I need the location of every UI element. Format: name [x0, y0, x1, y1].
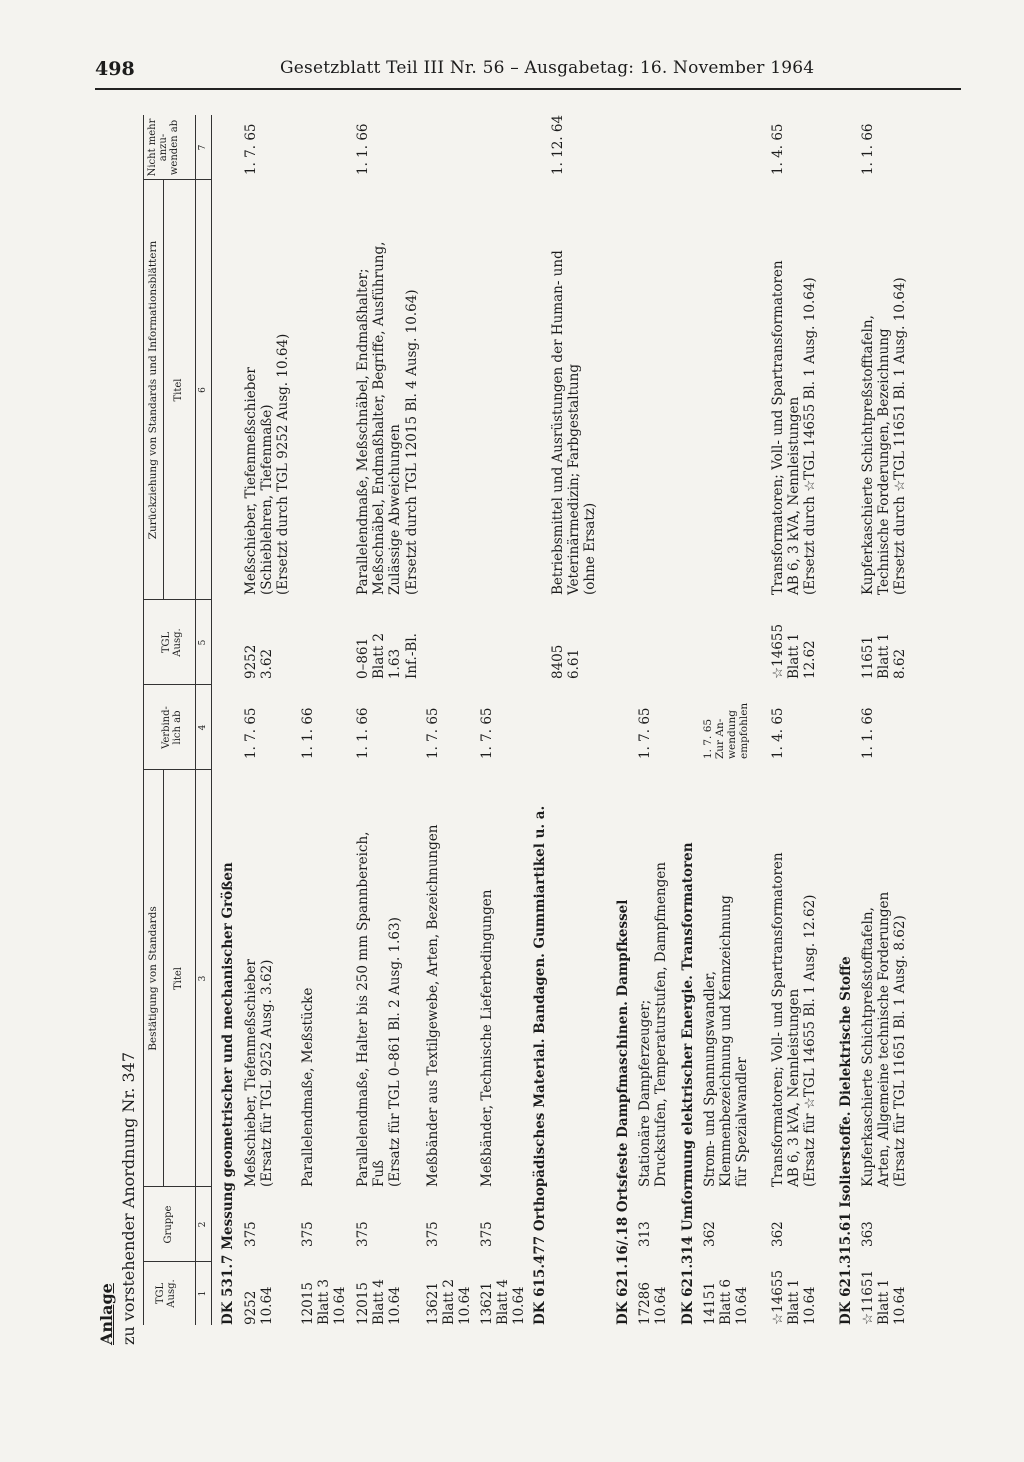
table-cell-tgl: 13621 Blatt 2 10.64: [425, 1278, 474, 1325]
table-cell-titel: Parallelendmaße, Halter bis 250 mm Spannbereich, Fuß (Ersatz für TGL 0–861 Bl. 2 Ausg. 1.63): [355, 831, 404, 1187]
table-cell-nicht-mehr: 1. 12. 64: [550, 114, 566, 175]
table-cell-titel: Strom- und Spannungswandler, Klemmenbezeichnung und Kennzeichnung für Spezialwandler: [702, 895, 751, 1187]
table-cell-gruppe: 375: [479, 1221, 495, 1247]
column-number: 4: [198, 724, 208, 731]
table-cell-verbindlich: 1. 7. 65: [637, 707, 653, 759]
table-cell-verbindlich: 1. 1. 66: [355, 707, 371, 759]
table-cell-tgl: 17286 10.64: [637, 1282, 670, 1325]
table-cell-gruppe: 375: [355, 1221, 371, 1247]
section-heading: DK 621.315.61 Isolierstoffe. Dielektrische Stoffe: [838, 956, 854, 1325]
column-number: 1: [198, 1290, 208, 1297]
table-cell-nicht-mehr: 1. 1. 66: [355, 123, 371, 175]
page-title: Gesetzblatt Teil III Nr. 56 – Ausgabetag: 16. November 1964: [280, 58, 815, 78]
table-cell-tgl: 12015 Blatt 4 10.64: [355, 1278, 404, 1325]
table-cell-tgl: ☆11651 Blatt 1 10.64: [860, 1269, 909, 1325]
table-cell-verbindlich: 1. 7. 65: [425, 707, 441, 759]
column-heading-nicht-mehr: Nicht mehr anzu- wenden ab: [147, 118, 180, 177]
table-top-rule: [143, 115, 144, 1325]
column-heading-titel: Titel: [173, 967, 184, 991]
table-cell-gruppe: 375: [425, 1221, 441, 1247]
column-number-rule: [195, 115, 196, 1325]
table-cell-gruppe: 375: [300, 1221, 316, 1247]
table-cell-titel-old: Meßschieber, Tiefenmeßschieber (Schieblehren, Tiefenmaße) (Ersetzt durch TGL 9252 Ausg. 10.64): [243, 333, 292, 595]
table-cell-tgl-old: 0–861 Blatt 2 1.63 Inf.-Bl.: [355, 632, 420, 679]
table-cell-tgl: 14151 Blatt 6 10.64: [702, 1278, 751, 1325]
column-heading-gruppe: Gruppe: [163, 1205, 174, 1244]
table-cell-titel: Meßbänder, Technische Lieferbedingungen: [479, 889, 495, 1187]
group-rule-left: [163, 770, 164, 1187]
table-cell-verbindlich: 1. 7. 65 Zur An- wendung empfohlen: [702, 702, 751, 759]
table-cell-tgl: 12015 Blatt 3 10.64: [300, 1278, 349, 1325]
table-cell-nicht-mehr: 1. 1. 66: [860, 123, 876, 175]
page-number: 498: [95, 58, 135, 80]
table-cell-verbindlich: 1. 1. 66: [300, 707, 316, 759]
column-number: 2: [198, 1221, 208, 1228]
column-number: 3: [198, 975, 208, 982]
table-cell-titel-old: Transformatoren; Voll- und Spartransformatoren AB 6, 3 kVA, Nennleistungen (Ersetzt durch ☆TGL 14655 Bl. 1 Ausg. 10.64): [770, 260, 819, 595]
rotated-annex-table: [95, 115, 955, 1355]
table-cell-titel-old: Parallelendmaße, Meßschnäbel, Endmaßhalter; Meßschnäbel, Endmaßhalter, Begriffe, Ausführung, Zulässige Abweichungen (Ersetzt durch TGL 12015 Bl. 4 Ausg. 10.64): [355, 241, 420, 595]
group-heading-left: Bestätigung von Standards: [147, 906, 159, 1051]
column-heading-tgl: TGL Ausg.: [155, 1279, 177, 1308]
table-cell-titel-old: Betriebsmittel und Ausrüstungen der Human- und Veterinärmedizin; Farbgestaltung (ohne Ersatz): [550, 250, 599, 595]
table-cell-gruppe: 375: [243, 1221, 259, 1247]
table-cell-titel: Meßbänder aus Textilgewebe, Arten, Bezeichnungen: [425, 824, 441, 1187]
table-cell-tgl-old: 9252 3.62: [243, 644, 276, 679]
table-cell-titel: Meßschieber, Tiefenmeßschieber (Ersatz für TGL 9252 Ausg. 3.62): [243, 959, 276, 1187]
group-heading-right: Zurückziehung von Standards und Informationsblättern: [147, 240, 159, 540]
section-heading: DK 615.477 Orthopädisches Material. Bandagen. Gummiartikel u. a.: [532, 805, 548, 1325]
table-cell-gruppe: 313: [637, 1221, 653, 1247]
table-cell-titel: Parallelendmaße, Meßstücke: [300, 987, 316, 1187]
table-cell-titel: Kupferkaschierte Schichtpreßstofftafeln, Arten, Allgemeine technische Forderungen (Ersatz für TGL 11651 Bl. 1 Ausg. 8.62): [860, 891, 909, 1187]
column-heading-titel-old: Titel: [173, 378, 184, 402]
table-cell-tgl: 13621 Blatt 4 10.64: [479, 1278, 528, 1325]
header-rule: [95, 88, 961, 90]
column-heading-tgl-old: TGL Ausg.: [161, 628, 183, 657]
table-cell-verbindlich: 1. 4. 65: [770, 707, 786, 759]
table-cell-tgl-old: 11651 Blatt 1 8.62: [860, 632, 909, 679]
section-heading: DK 621.16/.18 Ortsfeste Dampfmaschinen. Dampfkessel: [615, 899, 631, 1325]
table-cell-gruppe: 363: [860, 1221, 876, 1247]
table-cell-tgl: 9252 10.64: [243, 1286, 276, 1325]
table-cell-tgl-old: 8405 6.61: [550, 644, 583, 679]
section-heading: DK 621.314 Umformung elektrischer Energie. Transformatoren: [680, 842, 696, 1325]
table-cell-tgl: ☆14655 Blatt 1 10.64: [770, 1269, 819, 1325]
table-cell-tgl-old: ☆14655 Blatt 1 12.62: [770, 623, 819, 679]
column-number: 5: [198, 639, 208, 646]
section-heading: DK 531.7 Messung geometrischer und mechanischer Größen: [220, 862, 236, 1325]
table-cell-titel-old: Kupferkaschierte Schichtpreßstofftafeln, Technische Forderungen, Bezeichnung (Ersetzt durch ☆TGL 11651 Bl. 1 Ausg. 10.64): [860, 277, 909, 595]
table-cell-titel: Stationäre Dampferzeuger; Druckstufen, Temperaturstufen, Dampfmengen: [637, 862, 670, 1187]
table-cell-verbindlich: 1. 1. 66: [860, 707, 876, 759]
table-header-rule: [211, 115, 212, 1325]
column-number: 7: [198, 144, 208, 151]
table-cell-titel: Transformatoren; Voll- und Spartransformatoren AB 6, 3 kVA, Nennleistungen (Ersatz für ☆TGL 14655 Bl. 1 Ausg. 12.62): [770, 852, 819, 1187]
table-cell-verbindlich: 1. 7. 65: [479, 707, 495, 759]
group-rule-right: [163, 180, 164, 600]
annex-title: Anlage: [97, 1283, 116, 1345]
table-cell-nicht-mehr: 1. 4. 65: [770, 123, 786, 175]
annex-subtitle: zu vorstehender Anordnung Nr. 347: [119, 1052, 138, 1345]
column-number: 6: [198, 387, 208, 393]
page-header: [95, 58, 960, 84]
table-cell-gruppe: 362: [770, 1221, 786, 1247]
table-cell-nicht-mehr: 1. 7. 65: [243, 123, 259, 175]
column-heading-verbindlich: Verbind- lich ab: [161, 706, 183, 749]
table-cell-verbindlich: 1. 7. 65: [243, 707, 259, 759]
table-cell-gruppe: 362: [702, 1221, 718, 1247]
